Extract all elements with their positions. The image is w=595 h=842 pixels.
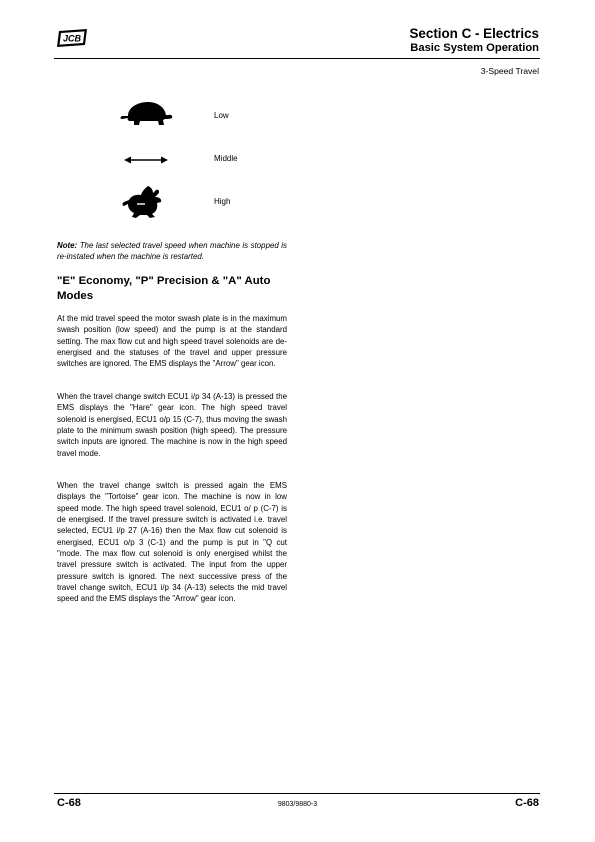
section-subtitle: Basic System Operation bbox=[410, 42, 539, 54]
note-text: The last selected travel speed when machine is stopped is re-instated when the machine is restarted. bbox=[57, 241, 287, 261]
hare-icon bbox=[122, 184, 168, 220]
page-number-right: C-68 bbox=[515, 797, 539, 809]
note-label: Note: bbox=[57, 241, 78, 250]
speed-label-low: Low bbox=[214, 111, 229, 120]
footer-rule bbox=[54, 793, 540, 794]
body-paragraph: At the mid travel speed the motor swash plate is in the maximum swash position (low speed) and the pump is at the standard setting. The max flow cut and high speed travel solenoids are de-energised and the statuses of the travel and upper pressure switches are ignored. The EMS displays the "Arrow" gear icon. bbox=[57, 314, 287, 369]
speed-label-high: High bbox=[214, 197, 231, 206]
jcb-logo bbox=[55, 28, 89, 48]
header-rule bbox=[54, 58, 540, 59]
section-title: Section C - Electrics bbox=[409, 26, 539, 41]
page-number-left: C-68 bbox=[57, 797, 81, 809]
arrow-icon bbox=[124, 155, 168, 165]
note bbox=[57, 240, 287, 262]
speed-label-middle: Middle bbox=[214, 154, 238, 163]
body-paragraph: When the travel change switch is pressed again the EMS displays the "Tortoise" gear icon. The machine is now in low speed mode. The high speed travel solenoid, ECU1 o/ p (C-7) is de energised. If the travel pressure switch is activated i.e. travel selected, ECU1 i/p 27 (A-16) then the Max flow cut solenoid is energised, ECU1 o/p 3 (C-1) and the pump is put in "Q cut "mode. The max flow cut solenoid is only energised whilst the travel pressure switch is activated. The input from the upper pressure switch is ignored. The next successive press of the travel change switch, ECU1 i/p 34 (A-13) selects the mid travel speed and the EMS displays the "Arrow" gear icon. bbox=[57, 481, 287, 604]
body-paragraph: When the travel change switch ECU1 i/p 34 (A-13) is pressed the EMS displays the "Hare" gear icon. The high speed travel solenoid is energised, ECU1 o/p 15 (C-7), thus moving the swash plate to the minimum swash position (high speed). The pressure switch inputs are ignored. The machine is now in the high speed travel mode. bbox=[57, 392, 287, 458]
modes-heading: "E" Economy, "P" Precision & "A" Auto Modes bbox=[57, 275, 271, 302]
document-number: 9803/9880-3 bbox=[277, 801, 318, 808]
logo-text: JCB bbox=[62, 33, 82, 44]
tortoise-icon bbox=[118, 100, 174, 128]
topic-title: 3-Speed Travel bbox=[480, 66, 539, 76]
